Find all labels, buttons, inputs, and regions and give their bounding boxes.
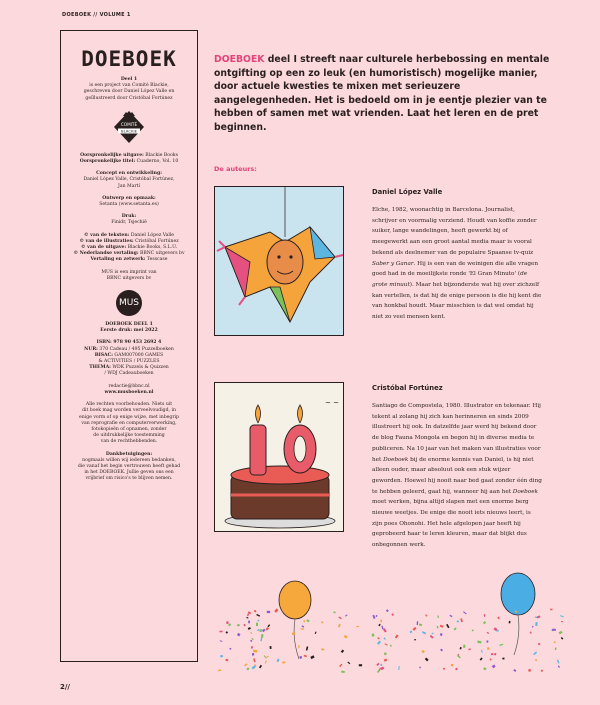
- confetti-piece: [277, 659, 280, 662]
- cake-illustration: [214, 382, 344, 532]
- confetti-piece: [535, 659, 537, 661]
- confetti-piece: [417, 621, 419, 625]
- first-print: Eerste druk: mei 2022: [100, 328, 158, 334]
- confetti-piece: [559, 631, 563, 635]
- confetti-piece: [220, 640, 223, 642]
- confetti-piece: [486, 640, 488, 642]
- rights-line: Alle rechten voorbehouden. Niets uit: [85, 402, 173, 408]
- confetti-piece: [347, 662, 350, 665]
- imprint-line-2: BBNC uitgevers bv: [106, 275, 152, 281]
- rights-line: dit boek mag worden verveelvoudigd, in: [82, 408, 176, 414]
- confetti-piece: [244, 663, 247, 666]
- colophon-sidebar: [60, 30, 198, 662]
- copyright-illus-value: Cristóbal Fortúnez: [135, 238, 179, 244]
- bisac-label: BISAC:: [94, 352, 113, 358]
- confetti-piece: [302, 625, 305, 627]
- confetti-piece: [253, 658, 256, 662]
- confetti-piece: [384, 653, 386, 656]
- confetti-piece: [250, 640, 252, 642]
- confetti-piece: [390, 645, 391, 647]
- comite-blackie-badge: [109, 107, 149, 147]
- thanks-line: nogmaals willen wij iedereen bedanken,: [82, 457, 176, 463]
- confetti-piece: [489, 658, 491, 660]
- confetti-piece: [359, 664, 362, 666]
- confetti-piece: [484, 614, 486, 617]
- confetti-piece: [463, 645, 465, 648]
- confetti-piece: [219, 631, 222, 633]
- confetti-piece: [502, 658, 504, 660]
- confetti-piece: [237, 633, 241, 636]
- confetti-piece: [254, 610, 257, 613]
- confetti-piece: [377, 641, 381, 645]
- thema-value-1: WDK Puzzels & Quizzen: [112, 365, 169, 371]
- confetti-piece: [247, 614, 249, 616]
- print-value: Finidr, Tsjechië: [111, 220, 147, 226]
- balloon-orange: [279, 581, 311, 659]
- confetti-piece: [257, 629, 259, 631]
- author1-bio-part: . Hij is een van de weinigen die alle vragen goed had in de moeilijkste ronde 'El Gran Minuto' (: [372, 260, 539, 278]
- confetti-piece: [260, 637, 262, 641]
- confetti-piece: [440, 625, 444, 628]
- confetti-piece: [321, 648, 324, 650]
- translation-label: Vertaling en zetwerk:: [90, 257, 146, 263]
- confetti-piece: [398, 666, 399, 670]
- confetti-piece: [341, 671, 345, 673]
- confetti-piece: [481, 650, 483, 653]
- confetti-piece: [509, 621, 511, 624]
- confetti-piece: [380, 664, 382, 666]
- confetti-piece: [218, 669, 221, 671]
- orig-edition-value: Blackie Books: [145, 152, 178, 158]
- confetti-piece: [220, 655, 223, 658]
- confetti-piece: [341, 649, 344, 653]
- imprint-line-1: MUS is een imprint van: [101, 269, 157, 275]
- author2-bio-part: Santiago de Compostela, 1980. Illustrator en tekenaar. Hij tekent al zolang hij zich kan herinneren en sinds 2009 illustreert hij ook. In datzelfde jaar werd hij bekend door de blog Fauna Mongola en begon hij in diverse media te publiceren. Na 10 jaar van het maken van illustraties voor het: [372, 403, 541, 463]
- thanks-notice: [61, 458, 197, 483]
- confetti-piece: [265, 660, 267, 663]
- mus-logo: MUS: [116, 290, 142, 316]
- orig-title-label: Oorspronkelijke titel:: [79, 159, 136, 165]
- badge-bottom-text: BLACKIE: [121, 128, 137, 134]
- confetti-piece: [460, 647, 462, 650]
- running-head: DOEBOEK // VOLUME 1: [62, 12, 131, 18]
- confetti-piece: [561, 621, 563, 622]
- confetti-piece: [376, 663, 379, 666]
- confetti-piece: [292, 632, 295, 635]
- confetti-piece: [344, 635, 348, 638]
- confetti-piece: [480, 657, 483, 660]
- confetti-piece: [380, 620, 382, 623]
- confetti-piece: [528, 669, 531, 672]
- confetti-piece: [243, 624, 245, 627]
- confetti-piece: [338, 624, 341, 628]
- thema-value-2: / WDJ Cadeauboeken: [104, 371, 154, 377]
- confetti-piece: [228, 623, 231, 626]
- confetti-piece: [371, 633, 374, 636]
- confetti-piece: [541, 669, 544, 672]
- confetti-piece: [306, 646, 309, 650]
- translation-value: Tesscase: [146, 257, 168, 263]
- confetti-piece: [315, 631, 317, 634]
- confetti-piece: [460, 618, 463, 622]
- confetti-piece: [454, 627, 457, 630]
- confetti-piece: [395, 634, 399, 638]
- author1-bio: [372, 205, 542, 323]
- confetti-piece: [252, 653, 254, 656]
- author1-bio-emphasis: de grote minuut: [372, 271, 528, 288]
- author1-bio-part: ). Maar het bijzonderste wat hij over zichzelf kan vertellen, is dat hij de enige persoon is die hij kent die van honkbal houdt. Maar misschien is dat wel omdat hij niet zo veel mensen kent.: [372, 281, 542, 321]
- confetti-piece: [487, 632, 490, 634]
- confetti-piece: [306, 619, 309, 622]
- project-line: is een project van Comité Blackie,: [89, 83, 169, 89]
- confetti-piece: [419, 623, 422, 626]
- confetti-piece: [251, 638, 254, 640]
- confetti-piece: [535, 622, 537, 626]
- bisac-value-2: & ACTIVITIES / PUZZLES: [98, 359, 160, 365]
- confetti-piece: [513, 669, 516, 672]
- thema-label: THEMA:: [89, 365, 111, 371]
- confetti-piece: [304, 655, 307, 657]
- nur-label: NUR:: [84, 346, 98, 352]
- confetti-piece: [477, 641, 481, 644]
- confetti-piece: [558, 665, 560, 667]
- confetti-piece: [391, 613, 393, 616]
- confetti-piece: [251, 646, 253, 649]
- confetti-piece: [419, 667, 421, 669]
- confetti-piece: [246, 667, 249, 670]
- written-line: geschreven door Daniel López Valle en: [83, 89, 175, 95]
- copyright-edition-label: © van de uitgave:: [80, 245, 127, 251]
- confetti-piece: [383, 637, 386, 640]
- confetti-piece: [440, 633, 443, 636]
- website: www.musboeken.nl: [104, 389, 154, 395]
- illustrated-line: geïllustreerd door Cristóbal Fortúnez: [85, 95, 173, 101]
- confetti-piece: [298, 645, 299, 648]
- confetti-piece: [446, 624, 450, 628]
- confetti-piece: [425, 614, 427, 617]
- confetti-piece: [538, 643, 541, 645]
- confetti-piece: [246, 617, 248, 619]
- confetti-piece: [421, 650, 424, 653]
- confetti-piece: [410, 631, 413, 634]
- bisac-value-1: GAM007000 GAMES: [114, 352, 164, 358]
- copyright-texts-label: © van de teksten:: [83, 232, 130, 238]
- confetti-piece: [386, 609, 389, 612]
- confetti-piece: [443, 668, 445, 670]
- intro-paragraph: [214, 53, 554, 135]
- confetti-piece: [259, 665, 262, 669]
- rights-line: van reprografie en computerverwerking,: [81, 420, 177, 426]
- confetti-piece: [265, 627, 269, 631]
- author1-bio-emphasis: Saber y Ganar: [372, 260, 414, 267]
- confetti-piece: [492, 665, 496, 669]
- confetti-piece: [552, 629, 556, 631]
- author2-bio-part: bij de enorme kennis van Daniel, is hij niet alleen ouder, maar absoluut ook een stuk wijzer geworden. Hoewel hij nooit naar bed gaat zonder één ding te hebben geleerd, gaat hij, wanneer hij aan het: [372, 456, 542, 495]
- confetti-piece: [270, 646, 272, 649]
- confetti-piece: [321, 621, 323, 623]
- confetti-piece: [463, 611, 467, 614]
- concept-value-1: Daniel López Valle, Cristóbal Fortúnez,: [83, 177, 175, 183]
- confetti-piece: [345, 614, 348, 616]
- confetti-piece: [497, 616, 500, 619]
- confetti-piece: [557, 660, 560, 664]
- author1-name: Daniel López Valle: [372, 188, 443, 196]
- confetti-piece: [425, 658, 429, 662]
- author2-bio-emphasis: Doeboek: [512, 488, 539, 495]
- copyright-edition-value: Blackie Books, S.L.U.: [127, 245, 178, 251]
- copyright-illus-label: © van de illustraties:: [79, 238, 134, 244]
- confetti-piece: [449, 615, 452, 618]
- confetti-piece: [226, 621, 228, 624]
- confetti-piece: [491, 653, 493, 655]
- confetti-piece: [472, 630, 474, 632]
- deel-label: Deel 1: [120, 77, 138, 82]
- confetti-piece: [455, 668, 458, 671]
- doeboek-logo: DOEBOEK: [81, 47, 177, 71]
- book-label: DOEBOEK DEEL 1: [105, 322, 153, 328]
- confetti-piece: [226, 631, 229, 634]
- confetti-piece: [537, 615, 541, 618]
- isbn: ISBN: 978 90 453 2692 4: [96, 340, 162, 346]
- authors-heading: De auteurs:: [214, 165, 257, 173]
- confetti-piece: [264, 655, 267, 658]
- confetti-piece: [274, 608, 278, 612]
- confetti-piece: [422, 631, 426, 634]
- confetti-piece: [468, 648, 471, 650]
- confetti-piece: [377, 637, 380, 639]
- confetti-piece: [248, 621, 250, 623]
- confetti-piece: [260, 629, 262, 632]
- confetti-piece: [432, 633, 434, 635]
- confetti-piece: [256, 614, 260, 617]
- orig-title-value: Cuaderno, Vol. 10: [136, 159, 179, 165]
- confetti-piece: [384, 643, 387, 645]
- copyright-texts-value: Daniel López Valle: [130, 232, 175, 238]
- author2-bio-part: moet werken, bijna altijd slapen met een enorme berg nieuwe weetjes. De enige die nooit iets nieuws leert, is zijn poes Ohonohi. Het hele afgelopen jaar heeft hij geprobeerd haar te leren kleuren, maar dat blijkt dus onbegonnen werk.: [372, 499, 531, 549]
- confetti-piece: [339, 664, 342, 667]
- thanks-line: in het DOEBOEK. Jullie geven ons een: [84, 470, 174, 476]
- rights-notice: [61, 402, 197, 445]
- confetti-piece: [451, 664, 453, 666]
- design-value: Setanta (www.setanta.es): [99, 202, 159, 208]
- confetti-piece: [440, 649, 443, 652]
- confetti-piece: [550, 609, 552, 611]
- rights-line: enige vorm of op enige wijze, met inbegrip: [79, 414, 179, 420]
- contact-email: redactie@bbnc.nl: [108, 383, 150, 389]
- balloon-blue: [501, 573, 535, 655]
- author2-name: Cristóbal Fortúnez: [372, 384, 443, 392]
- thanks-label: Dankbetuigingen:: [105, 451, 153, 457]
- confetti-piece: [266, 656, 269, 658]
- confetti-piece: [384, 659, 388, 662]
- confetti-piece: [499, 644, 503, 646]
- confetti-piece: [413, 627, 417, 631]
- confetti-piece: [229, 648, 231, 650]
- concept-label: Concept en ontwikkeling:: [96, 171, 162, 177]
- orig-edition-label: Oorspronkelijke uitgave:: [80, 152, 144, 158]
- confetti-piece: [225, 659, 228, 662]
- confetti-piece: [561, 637, 564, 640]
- confetti-piece: [333, 611, 335, 613]
- confetti-piece: [299, 656, 302, 659]
- badge-top-text: COMITÉ: [120, 121, 138, 127]
- confetti-piece: [338, 617, 341, 620]
- confetti-piece: [494, 653, 497, 656]
- confetti-piece: [380, 666, 384, 670]
- confetti-piece: [533, 652, 537, 656]
- confetti-piece: [430, 635, 434, 639]
- confetti-piece: [554, 641, 556, 643]
- confetti-piece: [381, 626, 383, 630]
- rights-line: van de rechthebbenden.: [100, 439, 158, 445]
- author2-bio: [372, 401, 542, 551]
- confetti-piece: [304, 620, 305, 622]
- confetti-piece: [301, 628, 305, 629]
- confetti-piece: [530, 631, 532, 634]
- confetti-piece: [250, 632, 252, 634]
- confetti-piece: [375, 615, 377, 617]
- confetti-piece: [372, 615, 375, 619]
- copyright-translation-value: BBNC uitgevers bv: [140, 251, 185, 257]
- confetti-piece: [532, 626, 534, 628]
- confetti-piece: [262, 629, 265, 632]
- page-number: 2//: [60, 683, 70, 691]
- thanks-line: die vanaf het begin vertrouwen heeft gehad: [77, 463, 181, 469]
- concept-value-2: Jan Martí: [118, 183, 140, 189]
- svg-text:~ ~: ~ ~: [325, 399, 339, 407]
- confetti: [218, 608, 564, 673]
- confetti-piece: [256, 623, 258, 626]
- confetti-piece: [483, 667, 486, 670]
- thanks-line: vrijbrief om risico's te blijven nemen.: [85, 476, 173, 482]
- confetti-piece: [257, 620, 259, 622]
- author2-bio-emphasis: Doeboek: [383, 456, 409, 463]
- author1-bio-part: Elche, 1982, woonachtig in Barcelona. Journalist, schrijver en voormalig verziend. Houdt van koffie zonder suiker, lange wandelingen, heeft gewerkt bij of meegewerkt aan een groot aantal media maar is vooral bekend als deelnemer van de populaire Spaanse tv-quiz: [372, 207, 537, 256]
- confetti-piece: [310, 655, 314, 659]
- confetti-piece: [457, 621, 459, 623]
- nur-value: 370 Cadeau / 495 Puzzelboeken: [99, 346, 174, 352]
- confetti-piece: [560, 615, 564, 617]
- confetti-piece: [378, 624, 380, 627]
- confetti-piece: [248, 627, 251, 630]
- confetti-piece: [267, 611, 270, 613]
- design-label: Ontwerp en opmaak:: [102, 195, 156, 201]
- confetti-balloons-decoration: [200, 570, 580, 675]
- copyright-translation-label: © Nederlandse vertaling:: [73, 251, 139, 257]
- intro-text: deel I streeft naar culturele herbebossing en mentale ontgifting op een zo leuk (en humoristisch) mogelijke manier, door actuele kwesties te mixen met serieuzere aangelegenheden. Het is bedoeld om in je eentje plezier van te hebben of samen met wat vrienden. Laat het leren en de pret beginnen.: [214, 54, 550, 133]
- rights-line: de uitdrukkelijke toestemming: [93, 433, 165, 439]
- confetti-piece: [237, 624, 240, 626]
- confetti-piece: [379, 667, 381, 670]
- confetti-piece: [414, 639, 416, 640]
- confetti-piece: [487, 647, 490, 650]
- pinata-illustration: [214, 186, 344, 336]
- rights-line: fotokopieën of opnamen, zonder: [91, 426, 167, 432]
- intro-brand: DOEBOEK: [214, 54, 265, 65]
- confetti-piece: [356, 626, 359, 628]
- confetti-piece: [437, 615, 439, 618]
- confetti-piece: [282, 661, 285, 663]
- confetti-piece: [261, 634, 263, 638]
- confetti-piece: [253, 650, 257, 653]
- confetti-piece: [267, 624, 270, 627]
- print-label: Druk:: [121, 214, 137, 220]
- confetti-piece: [483, 621, 486, 624]
- confetti-piece: [437, 626, 439, 629]
- confetti-piece: [555, 647, 557, 650]
